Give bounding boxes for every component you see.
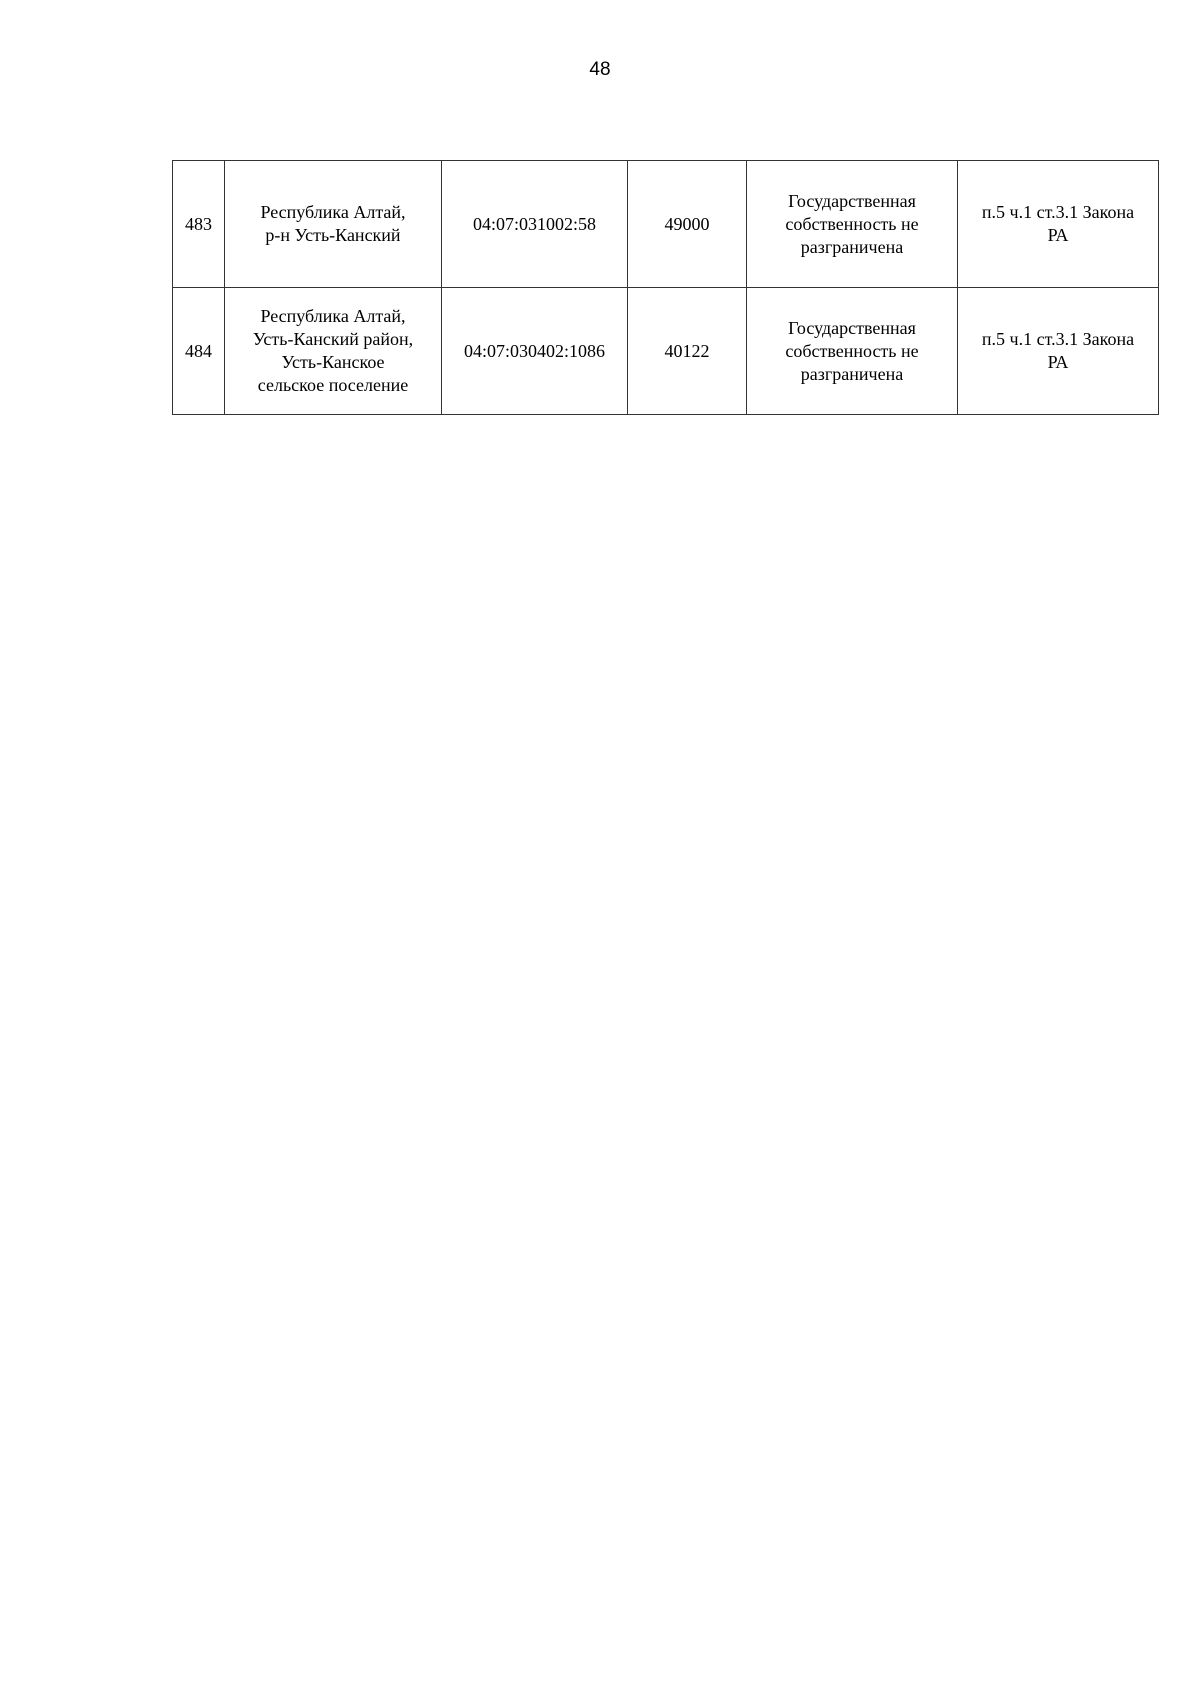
row-number-cell: 484	[173, 288, 225, 415]
basis-line: п.5 ч.1 ст.3.1 Закона	[981, 329, 1135, 349]
area-cell: 49000	[628, 161, 747, 288]
legal-basis-cell	[958, 161, 1159, 288]
address-line: Усть-Канское	[281, 352, 385, 372]
ownership-line: Государственная	[788, 190, 916, 211]
legal-basis-cell	[958, 288, 1159, 415]
ownership-line: собственность не	[785, 213, 919, 234]
address-line: Республика Алтай,	[260, 202, 406, 222]
ownership-line: Государственная	[788, 317, 916, 338]
table-row	[173, 288, 1159, 415]
ownership-cell	[747, 288, 958, 415]
land-registry-table	[172, 160, 1159, 415]
address-line: сельское поселение	[257, 375, 409, 395]
address-cell	[225, 288, 442, 415]
basis-line: п.5 ч.1 ст.3.1 Закона	[981, 202, 1135, 222]
basis-line: РА	[1047, 225, 1069, 245]
cadastral-number-cell: 04:07:030402:1086	[442, 288, 628, 415]
ownership-line: собственность не	[785, 340, 919, 361]
row-number-cell: 483	[173, 161, 225, 288]
ownership-cell	[747, 161, 958, 288]
address-line: Республика Алтай,	[260, 306, 406, 326]
basis-line: РА	[1047, 352, 1069, 372]
address-line: р-н Усть-Канский	[265, 225, 401, 245]
ownership-line: разграничена	[800, 363, 904, 384]
page-number: 48	[589, 59, 611, 80]
cadastral-number-cell: 04:07:031002:58	[442, 161, 628, 288]
address-cell	[225, 161, 442, 288]
table-row	[173, 161, 1159, 288]
ownership-line: разграничена	[800, 236, 904, 257]
address-line: Усть-Канский район,	[252, 329, 414, 349]
area-cell: 40122	[628, 288, 747, 415]
